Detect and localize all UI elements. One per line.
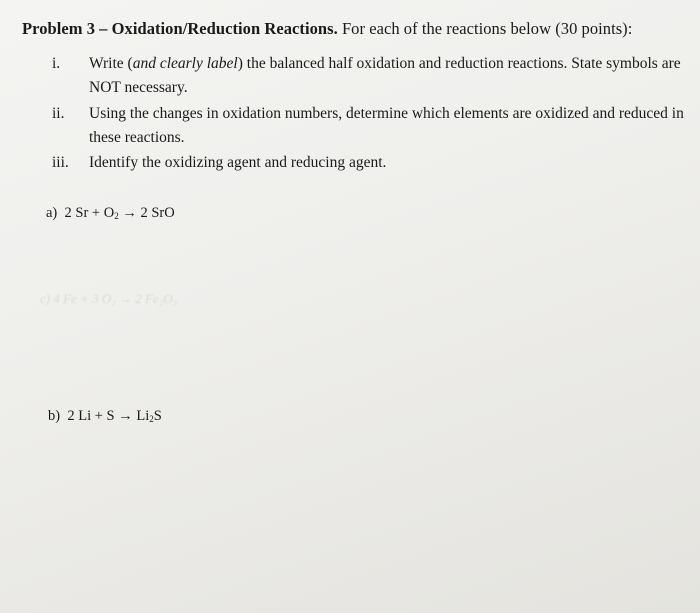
bleed-through-text: c) 4 Fe + 3 O₂ → 2 Fe₂O₃ bbox=[40, 291, 178, 306]
reaction-reactants: 2 $Sr + O_2$ bbox=[64, 205, 119, 221]
reaction-reactants: 2 Li + S bbox=[67, 408, 115, 424]
list-text: Using the changes in oxidation numbers, determine which elements are oxidized and reduced in these reactions. bbox=[89, 105, 684, 146]
reaction-arrow: → bbox=[118, 408, 133, 424]
reaction-arrow: → bbox=[122, 205, 137, 221]
list-number: i. bbox=[52, 55, 61, 72]
reaction-b bbox=[48, 408, 162, 425]
list-text: Write (and clearly label) the balanced half oxidation and reduction reactions. State symbols are NOT necessary. bbox=[89, 55, 681, 96]
list-item-ii bbox=[0, 102, 700, 150]
problem-instruction: For each of the reactions below (30 points): bbox=[341, 19, 633, 38]
list-number: ii. bbox=[52, 105, 65, 122]
list-text: Identify the oxidizing agent and reducing agent. bbox=[89, 154, 387, 171]
reaction-label: a) bbox=[46, 205, 58, 221]
list-item-iii bbox=[0, 151, 700, 175]
list-number: iii. bbox=[52, 154, 69, 171]
reaction-products: $Li_2S$ bbox=[136, 408, 162, 424]
reaction-label: b) bbox=[48, 408, 61, 424]
problem-label: Problem 3 – Oxidation/Reduction Reactions. bbox=[22, 19, 338, 38]
reaction-products: 2 SrO bbox=[140, 205, 175, 221]
reaction-a bbox=[46, 205, 175, 222]
problem-heading bbox=[22, 19, 632, 39]
list-item-i bbox=[0, 52, 700, 100]
